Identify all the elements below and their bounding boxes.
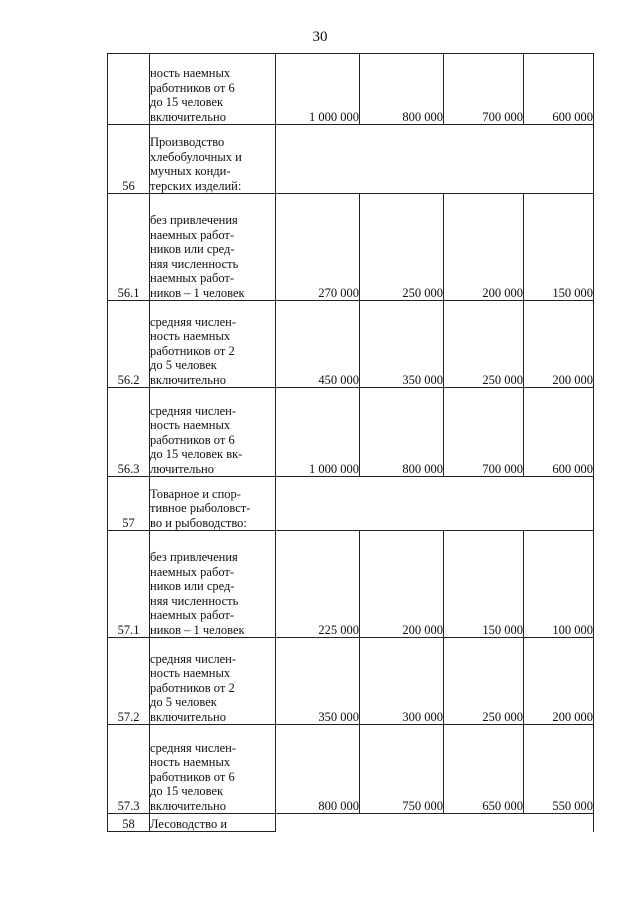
- row-number: 56: [108, 125, 150, 194]
- value-cell: 200 000: [360, 531, 444, 638]
- row-number: 56.3: [108, 388, 150, 477]
- value-cell: 200 000: [524, 301, 594, 388]
- row-description: средняя числен- ность наемных работников от 6 до 15 человек включительно: [150, 725, 276, 814]
- value-cell: 100 000: [524, 531, 594, 638]
- empty-merged-cell: [276, 814, 594, 832]
- table-row: [108, 725, 594, 814]
- value-cell: 550 000: [524, 725, 594, 814]
- table-row: [108, 814, 594, 832]
- row-description: ность наемных работников от 6 до 15 человек включительно: [150, 54, 276, 125]
- table-row: [108, 531, 594, 638]
- row-number: 57.2: [108, 638, 150, 725]
- value-cell: 700 000: [444, 54, 524, 125]
- row-description: Производство хлебобулочных и мучных конди- терских изделий:: [150, 125, 276, 194]
- value-cell: 300 000: [360, 638, 444, 725]
- value-cell: 350 000: [360, 301, 444, 388]
- value-cell: 800 000: [360, 54, 444, 125]
- row-description: Товарное и спор- тивное рыболовст- во и рыбоводство:: [150, 477, 276, 531]
- value-cell: 250 000: [360, 194, 444, 301]
- empty-merged-cell: [276, 477, 594, 531]
- value-cell: 250 000: [444, 301, 524, 388]
- value-cell: 250 000: [444, 638, 524, 725]
- row-description: средняя числен- ность наемных работников от 2 до 5 человек включительно: [150, 301, 276, 388]
- row-description: без привлечения наемных работ- ников или сред- няя численность наемных работ- ников – 1 человек: [150, 194, 276, 301]
- value-cell: 800 000: [276, 725, 360, 814]
- table-row: [108, 54, 594, 125]
- value-cell: 750 000: [360, 725, 444, 814]
- row-number: 58: [108, 814, 150, 832]
- page-number: 30: [312, 29, 328, 45]
- row-number: 57.3: [108, 725, 150, 814]
- row-description: Лесоводство и: [150, 814, 276, 832]
- row-number: 56.1: [108, 194, 150, 301]
- row-description: средняя числен- ность наемных работников от 6 до 15 человек вк- лючительно: [150, 388, 276, 477]
- row-number: 57: [108, 477, 150, 531]
- value-cell: 150 000: [524, 194, 594, 301]
- value-cell: 200 000: [524, 638, 594, 725]
- value-cell: 1 000 000: [276, 388, 360, 477]
- tariff-table: [107, 53, 594, 832]
- value-cell: 450 000: [276, 301, 360, 388]
- table-row: [108, 301, 594, 388]
- value-cell: 700 000: [444, 388, 524, 477]
- value-cell: 270 000: [276, 194, 360, 301]
- value-cell: 600 000: [524, 54, 594, 125]
- value-cell: 225 000: [276, 531, 360, 638]
- value-cell: 600 000: [524, 388, 594, 477]
- value-cell: 350 000: [276, 638, 360, 725]
- value-cell: 650 000: [444, 725, 524, 814]
- table-row: [108, 638, 594, 725]
- row-number: [108, 54, 150, 125]
- table-row: [108, 194, 594, 301]
- table-row: [108, 125, 594, 194]
- value-cell: 200 000: [444, 194, 524, 301]
- row-number: 57.1: [108, 531, 150, 638]
- table-row: [108, 477, 594, 531]
- row-number: 56.2: [108, 301, 150, 388]
- value-cell: 800 000: [360, 388, 444, 477]
- table-row: [108, 388, 594, 477]
- value-cell: 150 000: [444, 531, 524, 638]
- row-description: средняя числен- ность наемных работников от 2 до 5 человек включительно: [150, 638, 276, 725]
- row-description: без привлечения наемных работ- ников или сред- няя численность наемных работ- ников – 1 человек: [150, 531, 276, 638]
- empty-merged-cell: [276, 125, 594, 194]
- value-cell: 1 000 000: [276, 54, 360, 125]
